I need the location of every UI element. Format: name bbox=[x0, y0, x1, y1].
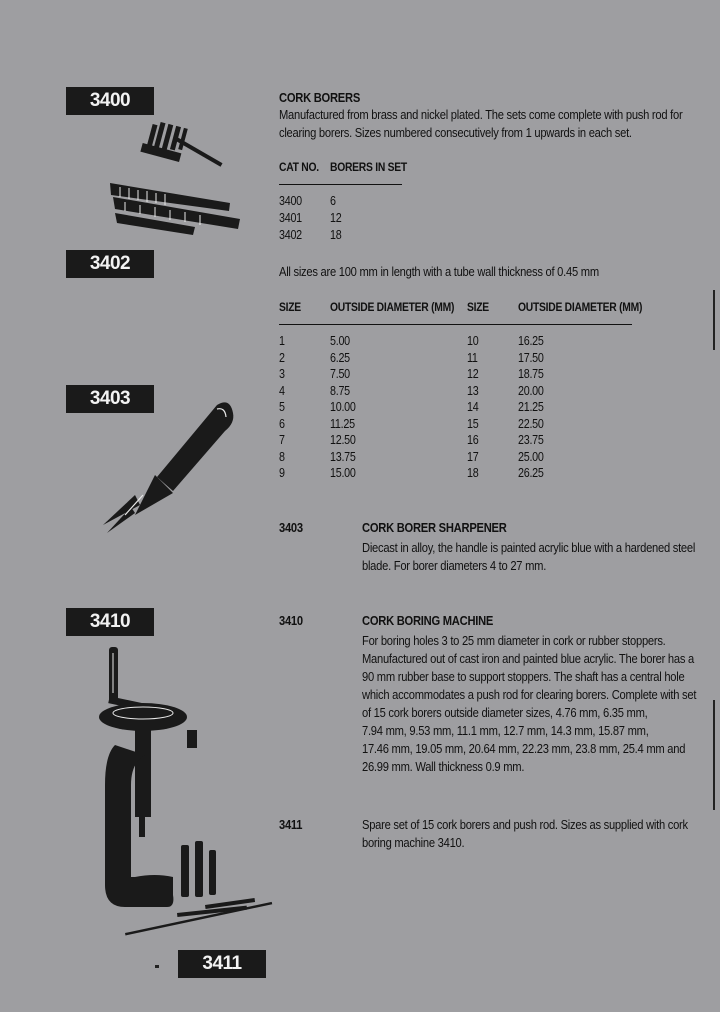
diameter-cell: 20.00 bbox=[518, 383, 544, 398]
column-header: CAT NO. bbox=[279, 160, 319, 174]
borer-sets-table bbox=[279, 160, 409, 250]
table-row bbox=[279, 228, 679, 245]
size-cell: 18 bbox=[467, 466, 479, 480]
table-row bbox=[279, 417, 679, 434]
description-line: of 15 cork borers outside diameter sizes, 4.76 mm, 6.35 mm, bbox=[362, 705, 648, 720]
borer-sizes-table bbox=[279, 300, 643, 490]
diameter-cell: 16.25 bbox=[518, 334, 544, 348]
table-row bbox=[279, 400, 679, 417]
cork-borers-description bbox=[279, 106, 720, 142]
boring-machine-cat-no: 3410 bbox=[279, 613, 303, 628]
diameter-cell: 22.50 bbox=[518, 416, 544, 431]
borers-count-cell: 18 bbox=[330, 228, 342, 242]
diameter-cell: 7.50 bbox=[330, 367, 350, 381]
description-line: Manufactured from brass and nickel plated. The sets come complete with push rod for bbox=[279, 107, 683, 122]
size-cell: 6 bbox=[279, 416, 285, 431]
diameter-cell: 15.00 bbox=[330, 466, 356, 480]
diameter-cell: 5.00 bbox=[330, 334, 350, 348]
size-cell: 4 bbox=[279, 383, 285, 398]
column-header: SIZE bbox=[279, 300, 301, 314]
table-row bbox=[279, 211, 679, 228]
description-line: Manufactured out of cast iron and painted blue acrylic. The borer has a bbox=[362, 651, 695, 666]
diameter-cell: 10.00 bbox=[330, 400, 356, 414]
description-line: 26.99 mm. Wall thickness 0.9 mm. bbox=[362, 759, 525, 774]
description-line: 7.94 mm, 9.53 mm, 11.1 mm, 12.7 mm, 14.3 mm, 15.87 mm, bbox=[362, 723, 649, 738]
sharpener-cat-no: 3403 bbox=[279, 520, 303, 535]
column-header: BORERS IN SET bbox=[330, 160, 407, 174]
table-row bbox=[279, 367, 679, 384]
cat-no-cell: 3400 bbox=[279, 194, 302, 208]
diameter-cell: 11.25 bbox=[330, 416, 355, 431]
size-cell: 1 bbox=[279, 334, 285, 348]
diameter-cell: 23.75 bbox=[518, 433, 544, 447]
catalog-label-3410: 3410 bbox=[66, 608, 154, 636]
description-line: clearing borers. Sizes numbered consecutively from 1 upwards in each set. bbox=[279, 125, 632, 140]
table-row bbox=[279, 351, 679, 368]
diameter-cell: 21.25 bbox=[518, 400, 544, 414]
column-header: OUTSIDE DIAMETER (MM) bbox=[330, 300, 455, 314]
diameter-cell: 26.25 bbox=[518, 466, 544, 480]
table-row bbox=[279, 450, 679, 467]
column-header: SIZE bbox=[467, 300, 489, 314]
size-cell: 17 bbox=[467, 449, 479, 464]
cork-boring-machine-image bbox=[95, 645, 285, 940]
header-rule bbox=[279, 324, 632, 325]
table-row bbox=[279, 433, 679, 450]
size-cell: 5 bbox=[279, 400, 285, 414]
size-cell: 3 bbox=[279, 367, 285, 381]
description-line: Spare set of 15 cork borers and push rod. Sizes as supplied with cork bbox=[362, 817, 688, 832]
cork-borer-sharpener-image bbox=[95, 395, 240, 535]
scan-artifact bbox=[155, 965, 159, 968]
size-cell: 11 bbox=[467, 350, 478, 365]
size-cell: 14 bbox=[467, 400, 479, 414]
borers-count-cell: 6 bbox=[330, 194, 336, 208]
description-line: which accommodates a push rod for clearing borers. Complete with set bbox=[362, 687, 697, 702]
size-cell: 15 bbox=[467, 416, 479, 431]
scan-edge-mark bbox=[713, 290, 715, 350]
description-line: Diecast in alloy, the handle is painted acrylic blue with a hardened steel bbox=[362, 540, 696, 555]
description-line: 17.46 mm, 19.05 mm, 20.64 mm, 22.23 mm, 23.8 mm, 25.4 mm and bbox=[362, 741, 686, 756]
diameter-cell: 17.50 bbox=[518, 350, 544, 365]
diameter-cell: 6.25 bbox=[330, 350, 350, 365]
description-line: 90 mm rubber base to support stoppers. The shaft has a central hole bbox=[362, 669, 685, 684]
sharpener-description bbox=[362, 539, 720, 575]
table-row bbox=[279, 384, 679, 401]
diameter-cell: 13.75 bbox=[330, 449, 356, 464]
description-line: blade. For borer diameters 4 to 27 mm. bbox=[362, 558, 547, 573]
spare-set-description bbox=[362, 816, 720, 852]
boring-machine-title: CORK BORING MACHINE bbox=[362, 613, 494, 628]
cork-borer-set-large-image bbox=[105, 175, 245, 245]
sharpener-title: CORK BORER SHARPENER bbox=[362, 520, 507, 535]
header-rule bbox=[279, 184, 402, 185]
borers-count-cell: 12 bbox=[330, 211, 342, 225]
catalog-label-3403: 3403 bbox=[66, 385, 154, 413]
boring-machine-description bbox=[362, 632, 720, 776]
cork-borers-title: CORK BORERS bbox=[279, 90, 361, 105]
diameter-cell: 8.75 bbox=[330, 383, 350, 398]
catalog-label-3402: 3402 bbox=[66, 250, 154, 278]
column-header: OUTSIDE DIAMETER (MM) bbox=[518, 300, 643, 314]
size-cell: 16 bbox=[467, 433, 479, 447]
size-cell: 9 bbox=[279, 466, 285, 480]
size-cell: 2 bbox=[279, 350, 285, 365]
table-row bbox=[279, 334, 679, 351]
catalog-label-3411: 3411 bbox=[178, 950, 266, 978]
size-cell: 13 bbox=[467, 383, 479, 398]
size-cell: 8 bbox=[279, 449, 285, 464]
description-line: For boring holes 3 to 25 mm diameter in cork or rubber stoppers. bbox=[362, 633, 666, 648]
cat-no-cell: 3402 bbox=[279, 228, 302, 242]
length-note: All sizes are 100 mm in length with a tube wall thickness of 0.45 mm bbox=[279, 264, 599, 279]
cat-no-cell: 3401 bbox=[279, 211, 302, 225]
size-cell: 10 bbox=[467, 334, 479, 348]
diameter-cell: 18.75 bbox=[518, 367, 544, 381]
diameter-cell: 12.50 bbox=[330, 433, 356, 447]
spare-set-cat-no: 3411 bbox=[279, 817, 303, 832]
description-line: boring machine 3410. bbox=[362, 835, 465, 850]
size-cell: 12 bbox=[467, 367, 479, 381]
size-cell: 7 bbox=[279, 433, 285, 447]
catalog-label-3400: 3400 bbox=[66, 87, 154, 115]
table-row bbox=[279, 466, 679, 483]
diameter-cell: 25.00 bbox=[518, 449, 544, 464]
table-row bbox=[279, 194, 679, 211]
